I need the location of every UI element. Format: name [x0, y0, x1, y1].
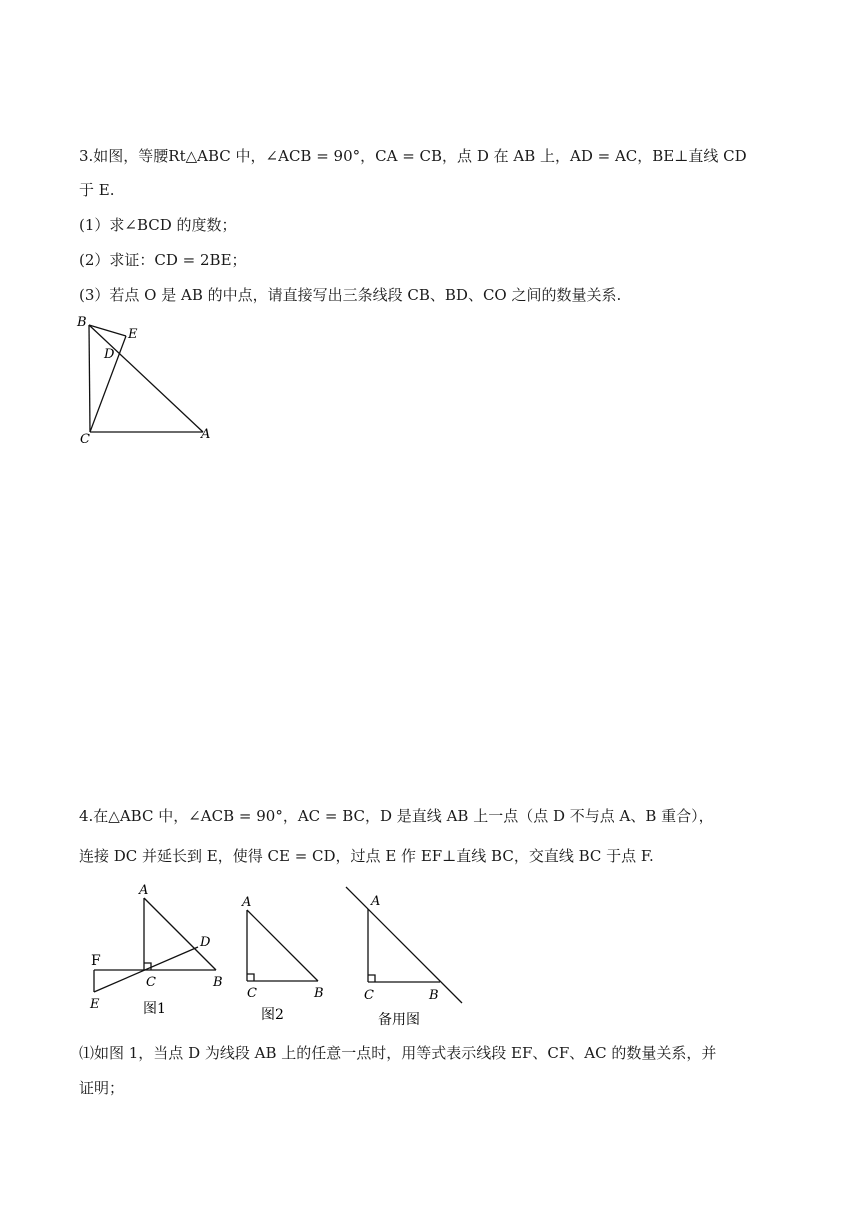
problem4-line1: 4.在△ABC 中，∠ACB = 90°，AC = BC，D 是直线 AB 上一点（点 D 不与点 A、B 重合），: [79, 807, 714, 825]
fig3-label-a: A: [371, 894, 381, 909]
fig1-label-c: C: [146, 975, 156, 990]
fig1-label-d: D: [200, 935, 211, 950]
fig2-label-b: B: [314, 986, 324, 1001]
label-d: D: [104, 347, 115, 362]
problem3-line2: 于 E.: [79, 181, 115, 199]
label-c: C: [80, 432, 90, 447]
label-a: A: [201, 427, 211, 442]
fig1-label-f: F: [91, 953, 101, 969]
fig2-caption: 图2: [261, 1007, 284, 1023]
fig1-label-b: B: [213, 975, 223, 990]
problem3-question2: (2）求证：CD = 2BE；: [79, 251, 247, 269]
problem4-question1-line1: ⑴如图 1，当点 D 为线段 AB 上的任意一点时，用等式表示线段 EF、CF、AC 的数量关系，并: [79, 1044, 717, 1062]
fig1-label-a: A: [139, 883, 149, 898]
fig3-label-c: C: [364, 988, 374, 1003]
problem3-line1: 3.如图，等腰Rt△ABC 中，∠ACB = 90°，CA = CB，点 D 在 AB 上，AD = AC，BE⊥直线 CD: [79, 147, 747, 165]
fig2-label-a: A: [242, 895, 252, 910]
problem4-line2: 连接 DC 并延长到 E，使得 CE = CD，过点 E 作 EF⊥直线 BC，交直线 BC 于点 F.: [79, 847, 654, 865]
fig3-label-b: B: [429, 988, 439, 1003]
problem3-question1: (1）求∠BCD 的度数；: [79, 216, 237, 234]
fig3-caption: 备用图: [378, 1012, 420, 1028]
fig1-caption: 图1: [143, 1001, 166, 1017]
problem3-question3: (3）若点 O 是 AB 的中点，请直接写出三条线段 CB、BD、CO 之间的数量关系.: [79, 286, 622, 304]
fig2-label-c: C: [247, 986, 257, 1001]
label-b: B: [77, 315, 87, 330]
figure-3: [346, 887, 462, 1003]
fig1-label-e: E: [90, 997, 100, 1012]
label-e: E: [128, 327, 138, 342]
problem4-question1-line2: 证明；: [79, 1079, 125, 1097]
figure-2: [247, 910, 318, 981]
